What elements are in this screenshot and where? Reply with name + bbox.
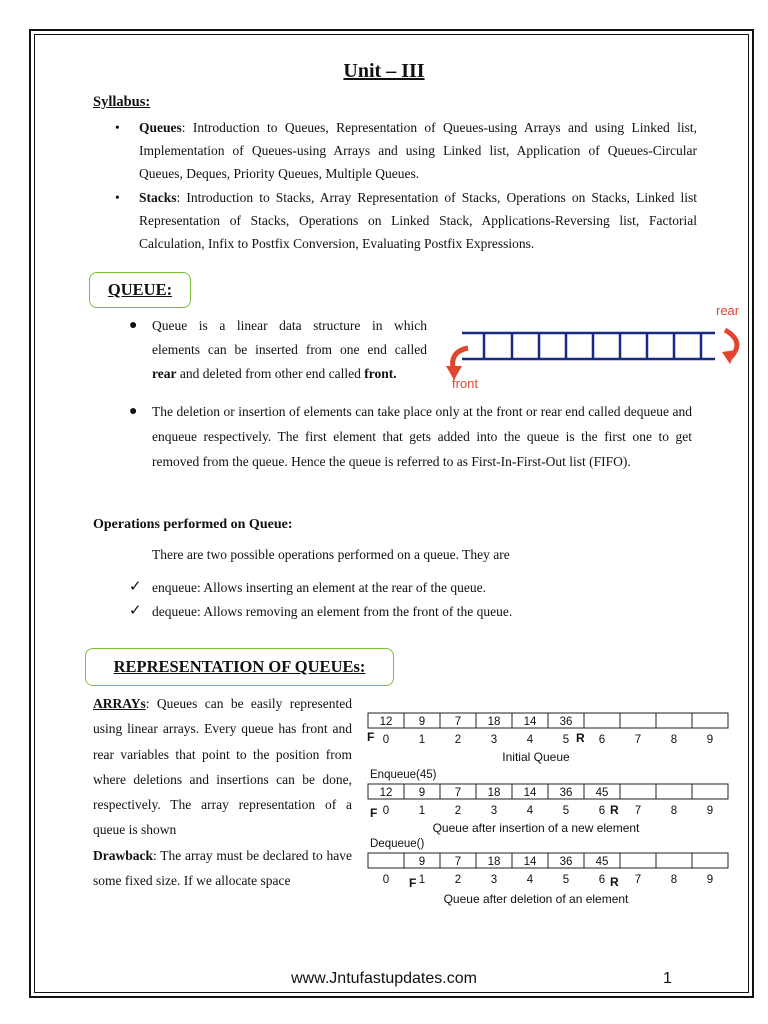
operation-dequeue: dequeue: Allows removing an element from the front of the queue.: [152, 604, 513, 619]
array-cell: [368, 853, 404, 868]
array-index: 7: [634, 874, 642, 886]
array-cell-value: 14: [523, 787, 537, 799]
arrays-text: : Queues can be easily represented using linear arrays. Every queue has front and rear variables that point to the position from where deletions and insertions can be done, respectively. The array representation of a queue is shown: [93, 696, 352, 838]
array-cell: [656, 853, 692, 868]
rear-pointer-label: R: [610, 875, 619, 889]
array-cell-value: 45: [595, 856, 609, 868]
array-cell: [656, 784, 692, 799]
array-index: 2: [454, 734, 462, 746]
array-cell: [656, 713, 692, 728]
array-index: 1: [418, 805, 426, 817]
array-index: 3: [490, 874, 498, 886]
array-index: 8: [670, 874, 678, 886]
array-index: 7: [634, 734, 642, 746]
queue-section-heading: [89, 272, 191, 308]
representation-section-heading: [85, 648, 394, 686]
queue-definition: [152, 314, 427, 386]
array-cell: [620, 853, 656, 868]
array-index: 0: [382, 734, 390, 746]
queue-fifo-paragraph: The deletion or insertion of elements can take place only at the front or rear end called dequeue and enqueue respectively. The first element that gets added into the queue is the first one to get removed from the queue. Hence the queue is referred to as First-In-First-Out list (FIFO).: [152, 404, 692, 469]
rear-pointer-label: R: [576, 731, 585, 745]
syllabus-stacks: [139, 186, 697, 255]
front-label: front: [452, 376, 479, 391]
arrays-paragraph: [93, 691, 352, 893]
syllabus-queues-text: : Introduction to Queues, Representation of Queues-using Arrays and using Linked list, Implementation of Queues-using Arrays and using Linked list, Application of Queues-Circular Queues, Deques, Priority Queues, Multiple Queues.: [139, 120, 697, 181]
array-cell-value: 12: [379, 787, 393, 799]
syllabus-heading: Syllabus:: [93, 94, 151, 110]
queue-def-line3: [152, 362, 427, 386]
array-index: 3: [490, 734, 498, 746]
queue-heading-text: QUEUE:: [107, 280, 173, 299]
queue-diagram: [440, 300, 750, 395]
array-index: 5: [562, 805, 570, 817]
array-cell-value: 36: [559, 856, 573, 868]
check-icon: ✓: [129, 579, 142, 595]
array-cell-value: 7: [454, 716, 462, 728]
array-cell-value: 7: [454, 856, 462, 868]
rear-term: rear: [152, 366, 177, 381]
drawback-term: Drawback: [93, 847, 153, 863]
queue-def-line2: elements can be inserted from one end called: [152, 342, 427, 357]
page-number: 1: [663, 970, 672, 987]
array-index: 7: [634, 805, 642, 817]
array-cell: [620, 784, 656, 799]
array-index: 8: [670, 805, 678, 817]
queue-ladder: [462, 333, 715, 359]
representation-heading-text: REPRESENTATION OF QUEUEs:: [113, 657, 366, 676]
array-index: 8: [670, 734, 678, 746]
array-queue-figure: [362, 708, 734, 913]
drawback-text: : The array must be declared to have some fixed size. If we allocate space: [93, 847, 352, 889]
dequeue-queue-array: [368, 838, 728, 906]
bullet-dot: ●: [129, 404, 138, 419]
bullet-dot: ●: [129, 318, 138, 333]
queue-def-mid: and deleted from other end called: [176, 366, 365, 381]
syllabus-queues-term: Queues: [139, 120, 182, 135]
array-cell-value: 18: [487, 716, 501, 728]
array-index: 9: [706, 805, 714, 817]
queue-def-line1: Queue is a linear data structure in which: [152, 318, 427, 333]
array-cell-value: 12: [379, 716, 393, 728]
array-cell-value: 36: [559, 716, 573, 728]
rear-label: rear: [716, 303, 740, 318]
array-index: 6: [598, 874, 606, 886]
array-index: 6: [598, 805, 606, 817]
array-caption: Queue after insertion of a new element: [432, 821, 640, 835]
syllabus-stacks-term: Stacks: [139, 190, 177, 205]
check-icon: ✓: [129, 603, 142, 619]
array-cell-value: 18: [487, 787, 501, 799]
array-index: 4: [526, 734, 534, 746]
array-index: 0: [382, 874, 390, 886]
array-cell: [692, 713, 728, 728]
array-index: 4: [526, 805, 534, 817]
array-index: 9: [706, 734, 714, 746]
array-index: 1: [418, 874, 426, 886]
array-index: 5: [562, 874, 570, 886]
array-cell-value: 9: [418, 787, 426, 799]
array-cell-value: 14: [523, 856, 537, 868]
enqueue-queue-array: [368, 769, 728, 835]
front-term: front.: [364, 366, 397, 381]
page-title: Unit – III: [343, 60, 425, 82]
array-cell: [620, 713, 656, 728]
operations-heading: Operations performed on Queue:: [93, 517, 293, 532]
front-pointer-label: F: [367, 730, 375, 744]
array-cell-value: 9: [418, 856, 426, 868]
array-cell: [584, 713, 620, 728]
footer-url: www.Jntufastupdates.com: [291, 970, 477, 987]
array-index: 6: [598, 734, 606, 746]
array-cell-value: 7: [454, 787, 462, 799]
syllabus-stacks-text: : Introduction to Stacks, Array Representation of Stacks, Operations on Stacks, Linked list Representation of Stacks, Operations on Linked Stack, Applications-Reversing list, Factorial Calculation, Infix to Postfix Conversion, Evaluating Postfix Expressions.: [139, 190, 697, 251]
array-cell: [692, 784, 728, 799]
array-index: 1: [418, 734, 426, 746]
array-index: 3: [490, 805, 498, 817]
bullet-dot: •: [115, 120, 120, 135]
array-caption: Initial Queue: [502, 750, 570, 764]
array-cell-value: 45: [595, 787, 609, 799]
operation-label: Enqueue(45): [370, 769, 437, 781]
array-index: 4: [526, 874, 534, 886]
rear-pointer-label: R: [610, 803, 619, 817]
array-cell-value: 9: [418, 716, 426, 728]
array-index: 5: [562, 734, 570, 746]
array-cell-value: 36: [559, 787, 573, 799]
initial-queue-array: [367, 713, 728, 764]
array-cell-value: 14: [523, 716, 537, 728]
bullet-dot: •: [115, 190, 120, 205]
array-cell: [692, 853, 728, 868]
front-pointer-label: F: [409, 876, 417, 890]
operations-intro: There are two possible operations performed on a queue. They are: [152, 547, 510, 562]
array-index: 9: [706, 874, 714, 886]
arrays-term: ARRAYs: [93, 696, 146, 711]
array-index: 2: [454, 805, 462, 817]
operation-label: Dequeue(): [370, 838, 425, 850]
array-cell-value: 18: [487, 856, 501, 868]
front-pointer-label: F: [370, 806, 378, 820]
syllabus-queues: [139, 116, 697, 185]
array-caption: Queue after deletion of an element: [443, 892, 629, 906]
operation-enqueue: enqueue: Allows inserting an element at the rear of the queue.: [152, 580, 487, 595]
array-index: 0: [382, 805, 390, 817]
array-index: 2: [454, 874, 462, 886]
